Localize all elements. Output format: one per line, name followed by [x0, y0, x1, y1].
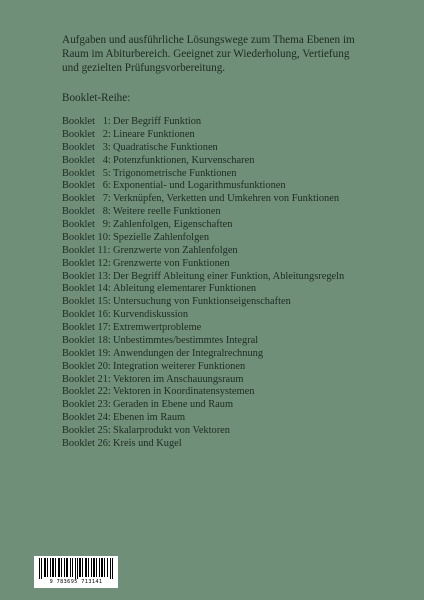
- booklet-item: [62, 180, 344, 193]
- booklet-item: [62, 142, 344, 155]
- booklet-title: Untersuchung von Funktionseigenschaften: [113, 296, 291, 308]
- booklet-item: [62, 412, 344, 425]
- booklet-item: [62, 258, 344, 271]
- booklet-number: Booklet 3:: [62, 141, 111, 153]
- booklet-item: [62, 438, 344, 451]
- booklet-number: Booklet 4:: [62, 154, 111, 166]
- booklet-item: [62, 283, 344, 296]
- series-title: Booklet-Reihe:: [62, 92, 131, 104]
- booklet-item: [62, 168, 344, 181]
- booklet-number: Booklet 8:: [62, 206, 111, 218]
- booklet-number: Booklet 17:: [62, 322, 111, 333]
- booklet-title: Spezielle Zahlenfolgen: [113, 231, 210, 243]
- booklet-title: Integration weiterer Funktionen: [113, 360, 246, 372]
- booklet-item: [62, 296, 344, 309]
- booklet-number: Booklet 12:: [62, 257, 111, 269]
- booklet-title: Lineare Funktionen: [113, 128, 195, 140]
- booklet-number: Booklet 22:: [62, 386, 111, 398]
- booklet-number: Booklet 13:: [62, 270, 111, 282]
- booklet-item: [62, 116, 344, 129]
- booklet-number: Booklet 25:: [62, 425, 111, 436]
- booklet-title: Geraden in Ebene und Raum: [113, 399, 234, 411]
- booklet-title: Grenzwerte von Funktionen: [113, 257, 230, 269]
- booklet-number: Booklet 26:: [62, 437, 111, 449]
- booklet-title: Skalarprodukt von Vektoren: [113, 425, 230, 436]
- booklet-number: Booklet 11:: [62, 244, 111, 256]
- booklet-number: Booklet 1:: [62, 116, 111, 127]
- booklet-item: [62, 361, 344, 374]
- booklet-title: Der Begriff Funktion: [113, 116, 202, 127]
- booklet-number: Booklet 5:: [62, 167, 111, 179]
- booklet-number: Booklet 19:: [62, 347, 111, 359]
- booklet-item: [62, 193, 344, 206]
- booklet-item: [62, 232, 344, 245]
- booklet-title: Quadratische Funktionen: [113, 141, 218, 153]
- booklet-title: Ableitung elementarer Funktionen: [113, 283, 257, 295]
- booklet-title: Ebenen im Raum: [113, 412, 186, 424]
- booklet-item: [62, 245, 344, 258]
- booklet-number: Booklet 14:: [62, 283, 111, 295]
- booklet-number: Booklet 18:: [62, 334, 111, 346]
- booklet-item: [62, 335, 344, 348]
- booklet-title: Extremwertprobleme: [113, 322, 202, 333]
- booklet-item: [62, 219, 344, 232]
- booklet-title: Potenzfunktionen, Kurvenscharen: [113, 154, 255, 166]
- booklet-item: [62, 271, 344, 284]
- booklet-item: [62, 309, 344, 322]
- barcode-digits: 9 783695 713141: [49, 579, 103, 585]
- booklet-title: Exponential- und Logarithmusfunktionen: [113, 180, 286, 192]
- intro-text: Aufgaben und ausführliche Lösungswege zum Thema Ebenen im Raum im Abiturbereich. Geeignet zur Wiederholung, Vertiefung und gezielten Prüfungsvorbereitung.: [62, 34, 355, 74]
- booklet-item: [62, 374, 344, 387]
- booklet-title: Der Begriff Ableitung einer Funktion, Ableitungsregeln: [113, 270, 345, 282]
- booklet-title: Kreis und Kugel: [113, 437, 182, 449]
- booklet-number: Booklet 21:: [62, 373, 111, 385]
- booklet-item: [62, 425, 344, 438]
- booklet-number: Booklet 20:: [62, 360, 111, 372]
- booklet-title: Zahlenfolgen, Eigenschaften: [113, 219, 233, 230]
- booklet-item: [62, 322, 344, 335]
- booklet-number: Booklet 23:: [62, 399, 111, 411]
- booklet-list: [62, 116, 344, 451]
- booklet-title: Vektoren im Anschauungsraum: [113, 373, 244, 385]
- booklet-title: Unbestimmtes/bestimmtes Integral: [113, 334, 259, 346]
- booklet-number: Booklet 10:: [62, 231, 111, 243]
- booklet-title: Vektoren in Koordinatensystemen: [113, 386, 255, 398]
- booklet-item: [62, 129, 344, 142]
- barcode-bars: [37, 558, 115, 579]
- booklet-number: Booklet 7:: [62, 193, 111, 205]
- booklet-title: Weitere reelle Funktionen: [113, 206, 221, 218]
- booklet-item: [62, 348, 344, 361]
- booklet-item: [62, 155, 344, 168]
- booklet-number: Booklet 6:: [62, 180, 111, 192]
- isbn-barcode: [34, 556, 118, 588]
- booklet-title: Trigonometrische Funktionen: [113, 167, 237, 179]
- booklet-item: [62, 399, 344, 412]
- booklet-title: Anwendungen der Integralrechnung: [113, 347, 264, 359]
- booklet-number: Booklet 2:: [62, 128, 111, 140]
- booklet-title: Kurvendiskussion: [113, 309, 189, 321]
- booklet-number: Booklet 15:: [62, 296, 111, 308]
- booklet-number: Booklet 24:: [62, 412, 111, 424]
- booklet-number: Booklet 16:: [62, 309, 111, 321]
- booklet-item: [62, 386, 344, 399]
- booklet-title: Grenzwerte von Zahlenfolgen: [113, 244, 238, 256]
- booklet-item: [62, 206, 344, 219]
- booklet-title: Verknüpfen, Verketten und Umkehren von Funktionen: [113, 193, 340, 205]
- booklet-number: Booklet 9:: [62, 219, 111, 230]
